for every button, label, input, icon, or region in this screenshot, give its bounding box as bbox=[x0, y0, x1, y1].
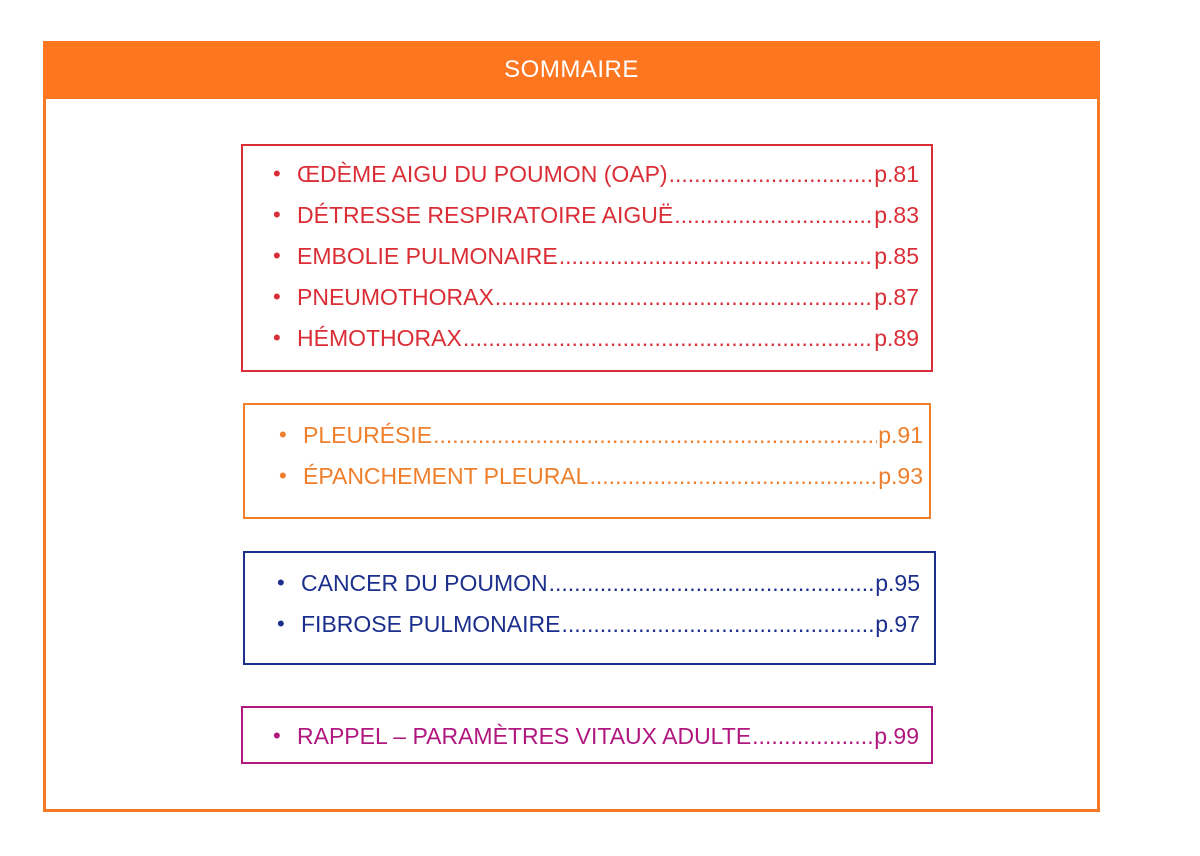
bullet-icon: • bbox=[279, 463, 287, 488]
entry-label: PNEUMOTHORAX bbox=[297, 284, 494, 310]
entry-page: p.83 bbox=[874, 202, 919, 228]
dot-leader bbox=[495, 283, 873, 311]
section-chronic bbox=[243, 551, 936, 665]
entry-label: ÉPANCHEMENT PLEURAL bbox=[303, 463, 589, 489]
toc-entry[interactable] bbox=[277, 604, 920, 638]
entry-label: RAPPEL – PARAMÈTRES VITAUX ADULTE bbox=[297, 723, 752, 749]
entry-page: p.93 bbox=[878, 463, 923, 489]
toc-entry[interactable] bbox=[273, 716, 919, 750]
entry-page: p.95 bbox=[875, 570, 920, 596]
toc-entry[interactable] bbox=[273, 154, 919, 188]
dot-leader bbox=[433, 421, 877, 449]
entry-page: p.91 bbox=[878, 422, 923, 448]
dot-leader bbox=[669, 160, 874, 188]
toc-entry[interactable] bbox=[273, 195, 919, 229]
bullet-icon: • bbox=[279, 422, 287, 447]
bullet-icon: • bbox=[273, 284, 281, 309]
summary-frame bbox=[43, 41, 1100, 812]
entry-label: CANCER DU POUMON bbox=[301, 570, 548, 596]
bullet-icon: • bbox=[273, 723, 281, 748]
dot-leader bbox=[561, 610, 874, 638]
bullet-icon: • bbox=[277, 611, 285, 636]
entry-label: PLEURÉSIE bbox=[303, 422, 433, 448]
dot-leader bbox=[752, 722, 873, 750]
toc-entry[interactable] bbox=[277, 563, 920, 597]
entry-page: p.87 bbox=[874, 284, 919, 310]
summary-title: SOMMAIRE bbox=[504, 56, 639, 83]
toc-entry[interactable] bbox=[279, 415, 923, 449]
entry-label: FIBROSE PULMONAIRE bbox=[301, 611, 561, 637]
entry-label: ŒDÈME AIGU DU POUMON (OAP) bbox=[297, 161, 668, 187]
section-reminder bbox=[241, 706, 933, 764]
entry-page: p.89 bbox=[874, 325, 919, 351]
dot-leader bbox=[589, 462, 877, 490]
bullet-icon: • bbox=[273, 325, 281, 350]
entry-page: p.85 bbox=[874, 243, 919, 269]
section-acute bbox=[241, 144, 933, 372]
toc-entry[interactable] bbox=[273, 236, 919, 270]
bullet-icon: • bbox=[277, 570, 285, 595]
bullet-icon: • bbox=[273, 202, 281, 227]
dot-leader bbox=[463, 324, 873, 352]
entry-page: p.99 bbox=[874, 723, 919, 749]
toc-entry[interactable] bbox=[273, 318, 919, 352]
entry-page: p.97 bbox=[875, 611, 920, 637]
dot-leader bbox=[674, 201, 873, 229]
bullet-icon: • bbox=[273, 161, 281, 186]
entry-label: HÉMOTHORAX bbox=[297, 325, 462, 351]
dot-leader bbox=[559, 242, 874, 270]
summary-header bbox=[43, 41, 1100, 99]
toc-entry[interactable] bbox=[279, 456, 923, 490]
dot-leader bbox=[549, 569, 875, 597]
entry-label: DÉTRESSE RESPIRATOIRE AIGUË bbox=[297, 202, 674, 228]
bullet-icon: • bbox=[273, 243, 281, 268]
toc-entry[interactable] bbox=[273, 277, 919, 311]
section-pleural bbox=[243, 403, 931, 519]
entry-label: EMBOLIE PULMONAIRE bbox=[297, 243, 558, 269]
entry-page: p.81 bbox=[874, 161, 919, 187]
